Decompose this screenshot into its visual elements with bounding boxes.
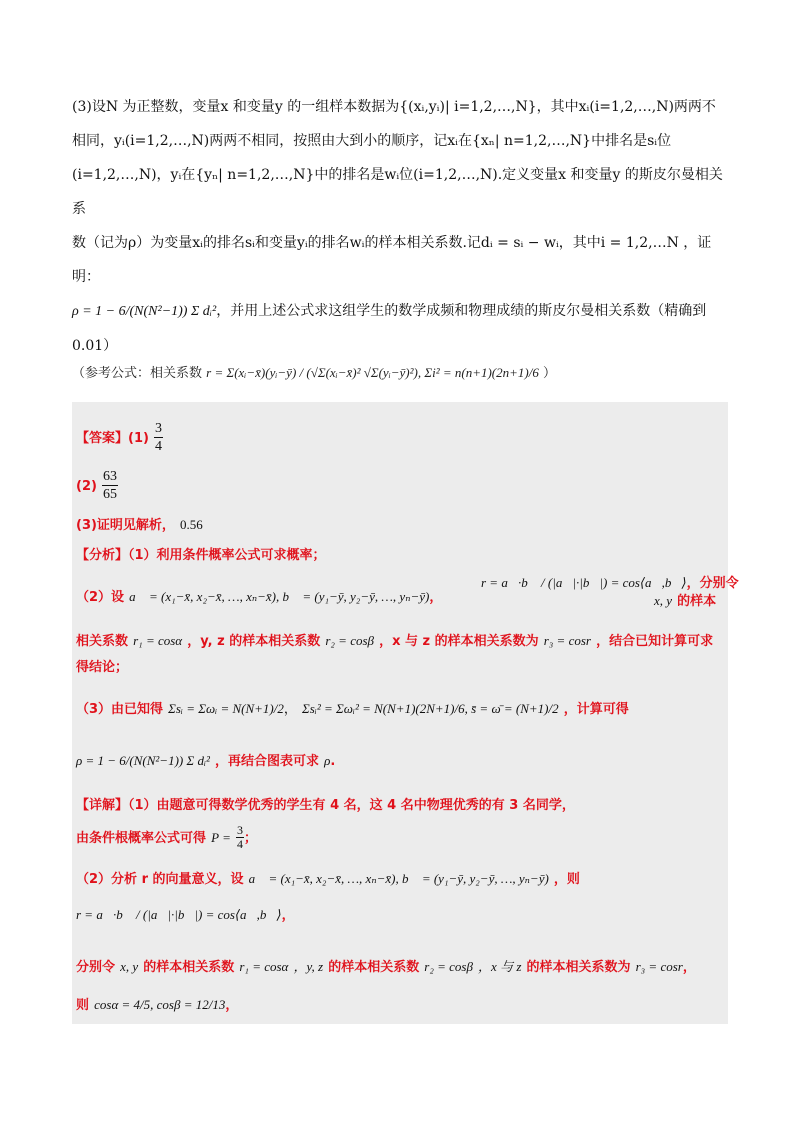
question-line: (i=1,2,…,N)，yᵢ在{yₙ| n=1,2,…,N}中的排名是wᵢ位(i=1,2,…,N).定义变量x 和变量y 的斯皮尔曼相关系 — [72, 167, 723, 217]
question-line: (3)设N 为正整数，变量x 和变量y 的一组样本数据为{(xᵢ,yᵢ)| i=1,2,…,N}，其中xᵢ(i=1,2,…,N)两两不 — [72, 99, 716, 115]
cosine-formula: r = a⃗·b⃗ / (|a⃗|·|b⃗|) = cos⟨a⃗,b⃗⟩ — [481, 575, 687, 590]
question-line — [72, 294, 728, 329]
answer-1 — [76, 420, 163, 455]
cosine-values: cosα = 4/5, cosβ = 12/13 — [94, 997, 226, 1012]
rho-formula: ρ = 1 − 6/(N(N²−1)) Σ dᵢ² — [76, 753, 210, 768]
sum-formula: Σsᵢ = Σωᵢ = N(N+1)/2 — [168, 701, 284, 716]
question-line: 数（记为ρ）为变量xᵢ的排名sᵢ和变量yᵢ的排名wᵢ的样本相关系数.记dᵢ = sᵢ − wᵢ，其中i = 1,2,…N ，证明： — [72, 235, 712, 285]
reference-close: ） — [542, 366, 556, 381]
cosine-formula: r = a⃗·b⃗ / (|a⃗|·|b⃗|) = cos⟨a⃗,b⃗⟩ — [76, 907, 282, 922]
analysis-2-line3: 得结论； — [76, 660, 129, 675]
analysis-3-line2: ρ = 1 − 6/(N(N²−1)) Σ dᵢ² ，再结合图表可求 ρ. — [76, 753, 336, 769]
sum-squares-formula: Σsᵢ² = Σωᵢ² = N(N+1)(2N+1)/6, s̄ = ω̄ = (N+1)/2 — [301, 701, 559, 716]
reference-formula — [72, 363, 728, 384]
detail-2-line: （2）分析 r 的向量意义，设 a⃗ = (x₁−x̄, x₂−x̄, …, xₙ−x̄), b⃗ = (y₁−ȳ, y₂−ȳ, …, yₙ−ȳ) ，则 — [76, 871, 580, 887]
analysis-2-line2: 相关系数 r₁ = cosα ，y, z 的样本相关系数 r₂ = cosβ ，x 与 z 的样本相关系数为 r₃ = cosr ，结合已知计算可求 — [76, 633, 714, 649]
analysis-2-tail: x, y 的样本 — [654, 593, 717, 609]
analysis-2-line: （2）设 a⃗ = (x₁−x̄, x₂−x̄, …, xₙ−x̄), b⃗ = (y₁−ȳ, y₂−ȳ, …, yₙ−ȳ)， — [76, 589, 443, 605]
answer-2-fraction: $\frac{63}{65}$ — [103, 469, 118, 502]
question-line: 0.01） — [72, 338, 118, 354]
reference-label: （参考公式：相关系数 — [72, 366, 203, 381]
detail-1-line2: 由条件根概率公式可得 P = $\frac{3}{4}$ ； — [76, 823, 257, 851]
vector-definition: a⃗ = (x₁−x̄, x₂−x̄, …, xₙ−x̄), b⃗ = (y₁−ȳ, y₂−ȳ, …, yₙ−ȳ) — [129, 589, 430, 604]
correlation-formula: r = Σ(xᵢ−x̄)(yᵢ−ȳ) / (√Σ(xᵢ−x̄)² √Σ(yᵢ−ȳ)²), Σi² = n(n+1)(2n+1)/6 — [206, 365, 539, 380]
probability-fraction: $\frac{3}{4}$ — [236, 823, 243, 851]
answer-3-value: 0.56 — [180, 517, 203, 532]
question-block — [72, 90, 728, 384]
detail-4-line: 则 cosα = 4/5, cosβ = 12/13， — [76, 997, 239, 1013]
answer-panel — [72, 402, 739, 1024]
detail-3-line: 分别令 x, y 的样本相关系数 r₁ = cosα ，y, z 的样本相关系数 r₂ = cosβ ，x 与 z 的样本相关系数为 r₃ = cosr， — [76, 959, 696, 975]
detail-heading: 【详解】（1）由题意可得数学优秀的学生有 4 名，这 4 名中物理优秀的有 3 名同学， — [76, 798, 575, 813]
rho-formula: ρ = 1 − 6/(N(N²−1)) Σ dᵢ² — [72, 304, 217, 319]
question-line: 相同，yᵢ(i=1,2,…,N)两两不相同，按照由大到小的顺序，记xᵢ在{xₙ| n=1,2,…,N}中排名是sᵢ位 — [72, 133, 672, 149]
answer-3-label: (3)证明见解析， — [76, 518, 175, 533]
answer-1-fraction: $\frac{3}{4}$ — [155, 421, 163, 454]
answer-label: 【答案】(1) — [76, 431, 149, 446]
vector-definition: a⃗ = (x₁−x̄, x₂−x̄, …, xₙ−x̄), b⃗ = (y₁−ȳ, y₂−ȳ, …, yₙ−ȳ) — [248, 871, 549, 886]
answer-2 — [76, 468, 118, 503]
analysis-3-line: （3）由已知得 Σsᵢ = Σωᵢ = N(N+1)/2， Σsᵢ² = Σωᵢ² = N(N+1)(2N+1)/6, s̄ = ω̄ = (N+1)/2 ，计算可得 — [76, 701, 629, 717]
analysis-2-formula: r = a⃗·b⃗ / (|a⃗|·|b⃗|) = cos⟨a⃗,b⃗⟩，分别令 — [481, 575, 739, 591]
answer-3 — [76, 514, 203, 533]
question-text: ，并用上述公式求这组学生的数学成频和物理成绩的斯皮尔曼相关系数（精确到 — [216, 303, 707, 319]
answer-2-label: (2) — [76, 479, 97, 494]
analysis-heading: 【分析】（1）利用条件概率公式可求概率； — [76, 548, 326, 563]
detail-2-formula: r = a⃗·b⃗ / (|a⃗|·|b⃗|) = cos⟨a⃗,b⃗⟩， — [76, 907, 295, 923]
